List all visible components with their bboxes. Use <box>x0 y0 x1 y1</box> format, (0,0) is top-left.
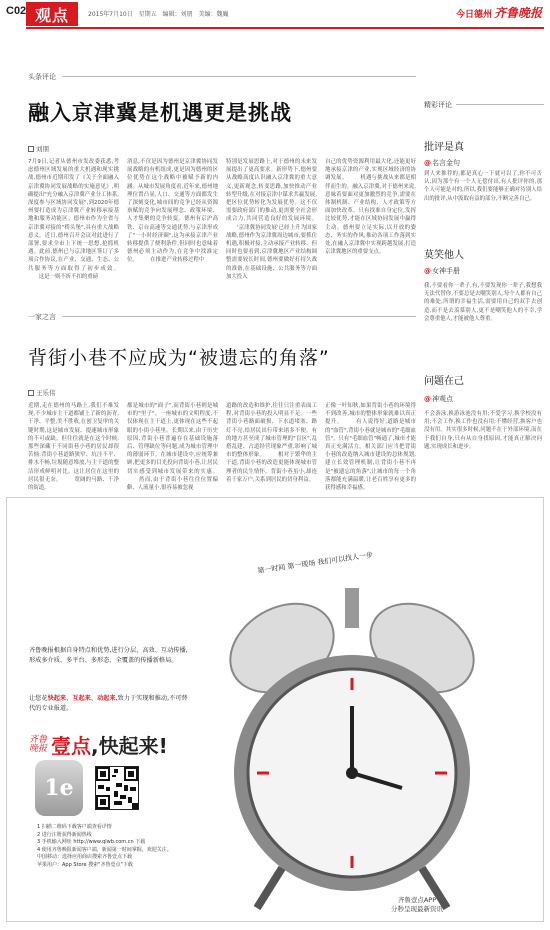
slogan-text: ,致力于实现和推动,不可替代的专业报道。 <box>29 695 188 712</box>
cta-accent: 壹点 <box>51 734 91 758</box>
sidebar-section-subtitle <box>424 266 460 276</box>
section-label-block <box>26 2 78 26</box>
masthead-rule <box>26 27 544 29</box>
at-icon: @ <box>424 395 431 403</box>
ad-brand-logo: 齐鲁晚报 <box>29 734 48 754</box>
article2-author: 王乐伟 <box>36 389 56 397</box>
ad-app-name: 齐鲁壹点APP <box>397 896 437 904</box>
article1-kicker: 头条评论 <box>28 72 62 82</box>
article2-kicker: 一家之言 <box>28 312 62 322</box>
article1-column: 7月9日,记者从德州市发改委获悉,考虑德州区域发展的重大机遇和现实挑战,德州市近期印发了《关于全面融入京津冀协同发展战略的实施意见》,明确提出"充分融入京津冀产业分工体系,深度参与区域协同发展",到2020年德州要打造成为京津冀产业转移承接基地和服务功能区。德州市作为全省与京津冀对接的"桥头堡",具有重大战略意义。近日,德州召开会议对此进行了部署,要求全市上下统一思想,抢抓机遇。此前,德州已与京津地区签订了多项合作协议,在产业、交通、生态、公共服务等方面取得了初步成效。 这是一则不折不扣的重磅 <box>28 159 119 280</box>
app-icon <box>35 760 83 816</box>
article2-headline: 背街小巷不应成为“被遗忘的角落” <box>28 347 330 369</box>
ad-app-tag <box>391 896 443 914</box>
qr-code-icon[interactable] <box>95 766 139 810</box>
byline-square-icon <box>28 146 34 152</box>
kicker-rule <box>28 316 416 317</box>
sidebar-subtitle-text: 神观点 <box>432 395 453 403</box>
article1-byline <box>28 144 49 153</box>
sidebar-section-title: 批评是真 <box>424 142 464 153</box>
sidebar-section-text: 到人来推荐的,都是真心一下就可以了,你不可否认,因为那个有一个人无偿付出,有人批评你的,那个人可能是对的,所以,我们要能够正确对待别人给出的批评,从中汲取有益的部分,不断完善自己。 <box>424 171 542 202</box>
sidebar-subtitle-text: 名言金句 <box>432 159 460 167</box>
article2-column: 正像一叶知秋,如果背街小巷的环境得不到改善,城市的整体形象就难以真正提升。 有人说得好,道路是城市的"血管",背街小巷就是城市的"毛细血管"。只有"毛细血管"畅通了,城市才能真正充满活力。相关部门应当把背街小巷的改造纳入城市建设的总体规划,建立长效管理机制,让背街小巷不再是"被遗忘的角落",让城市的每一个角落都能充满温暖,让老百姓享有更多的获得感和幸福感。 <box>325 403 416 492</box>
section-name: 观点 <box>34 5 69 25</box>
sidebar-section-title: 问题在己 <box>424 376 464 387</box>
slogan-text: 让您花 <box>29 695 48 702</box>
sidebar-section-text: 我,不要看你一辈子,有,不要发现你一辈子,我想我无法代替你,不要总是去嘲笑别人,每个人都有自己的难处,所谓的幸福生活,需要用自己的双手去创造,而不是去羡慕别人,更不是嘲笑他人的不幸,学会尊重他人,才能被他人尊重。 <box>424 283 542 322</box>
article1-column: 消息,不仅是因为德州是京津冀协同发展战略的有机组成,更是因为德州的区位优势在这个战略中被赋予新的内涵。从城市发展角度看,近年来,德州地理位置凸显,人口、交通等方面都发生了深刻变化,城市间的竞争已经从资源禀赋的竞争向发展理念、政策环境、人才集聚的竞争转变。德州有京沪高铁、京台高速等交通优势,与京津形成了"一小时经济圈",这为承接京津产业转移提供了便利条件,但同时也意味着德州必须主动作为,在竞争中找准定位。 在推进产业转移过程中 <box>127 159 218 264</box>
article1-headline: 融入京津冀是机遇更是挑战 <box>28 101 292 125</box>
masthead <box>0 0 550 28</box>
slogan-text: 、 <box>66 695 73 702</box>
sidebar-subtitle-text: 女神手册 <box>432 267 460 275</box>
download-step: 2 进行注册获得新闻热线 <box>37 831 92 838</box>
ad-intro: 齐鲁晚报根据自身特点和优势,进行分层、高效、互动传播,形成多介质、多平台、多形态、全覆盖的传播新格局。 <box>29 647 188 664</box>
kicker-rule <box>28 76 416 77</box>
issue-meta: 2015年7月10日 星期五 编辑：刘朋 美编：魏巍 <box>88 11 229 18</box>
slogan-text: 、 <box>90 695 98 702</box>
article2-column: 近期,走在德州的马路上,我们不难发现,不少城市主干道都铺上了新的沥青,干净、平整,美不胜收,在创卫复审的关键时期,这是城市发展、提速城市形象的不可或缺。但往往就是在这个时候,那些深藏于不同街巷小巷的居民却很苦恼:背街小巷道路狭窄、坑洼不平、排水不畅,垃圾随意堆放,与主干道的整洁形成鲜明对比。这让居住在这里的居民很无奈。 宽阔的马路、干净的街道, <box>28 403 119 492</box>
app-icon-label: 1e <box>44 775 74 801</box>
sidebar-section-title: 莫笑他人 <box>424 250 464 261</box>
article2-byline <box>28 388 56 397</box>
ad-cta-text <box>51 730 168 759</box>
ad-slogan <box>29 694 189 713</box>
article1-column: 自己的优势资源利用最大化,还能更好地承接京津的产业,实现区域经济的协调发展。 机遇与挑战从来都是相伴而生的。融入京津冀,对于德州来说,意味着要面对更加激烈的竞争,需要在体制机制、产业结构、人才政策等方面加快改革。只有找准自身定位,发挥比较优势,才能在区域协同发展中赢得主动。德州要立足实际,以开放的姿态、务实的作风,推动各项工作落到实处,在融入京津冀中实现跨越发展,打造京津冀地区的重要支点。 <box>325 159 416 256</box>
article1-column: 特别是发展思路上,对于德州的未来发展提出了更高要求。新形势下,德州要从战略高度认识融入京津冀的重大意义,更新观念,转变思路,加快推动产业转型升级,在对接京津中谋求共赢发展,把区位优势转化为发展优势。这不仅需要政府部门的推动,更需要全社会形成合力,共同营造良好的发展环境。 '京津冀协同发展'已经上升为国家战略,德州作为京津冀周边城市,要抓住机遇,积极对接,主动承接产业转移。但同时也要看到,京津冀地区产业结构调整需要较长时间,德州要做好打持久战的准备,在基础设施、公共服务等方面加大投入 <box>226 159 317 280</box>
slogan-accent: 快起来 <box>47 695 67 702</box>
article1-body <box>28 158 416 300</box>
download-step: 4 使用齐鲁晚报新闻客户端，新闻第一时间掌握，欢迎关注。 <box>37 846 172 853</box>
slogan-accent: 动起来 <box>97 695 116 702</box>
alarm-clock-illustration <box>187 538 527 918</box>
download-step: 中国移动：选择应用商店搜索齐鲁壹点下载 <box>37 854 133 861</box>
download-steps <box>37 824 237 870</box>
brand-label: 今日德州 <box>455 10 492 20</box>
page-number: C02 <box>6 5 27 17</box>
article2-column: 都是城市的"面子",而背街小巷则是城市的"里子"。一座城市的文明程度,不仅体现在主干道上,更体现在这些不起眼的小街小巷里。长期以来,由于历史原因,背街小巷普遍存在基础设施落后、管理缺位等问题,成为城市管理中的薄弱环节。在城市建设中,应统筹兼顾,把更多的目光投向背街小巷,让居民切实感受到城市发展带来的实惠。 然而,由于背街小巷往往位置偏僻、人流量小,很容易被忽视 <box>127 403 218 492</box>
download-step: 苹果用户：App Store 搜索"齐鲁壹点"下载 <box>37 861 133 868</box>
download-step: 3 手机输入网址 http://www.qlwb.com.cn 下载 <box>37 839 146 846</box>
at-icon: @ <box>424 267 431 275</box>
byline-square-icon <box>28 390 34 396</box>
download-step: 1 扫描二维码下载客户端查看详情 <box>37 824 112 830</box>
sidebar-kicker: 精彩评论 <box>424 100 456 110</box>
brand-logo: 齐鲁晚报 <box>493 6 542 20</box>
sidebar-section-text: 不会游泳,换游泳池没有用;不爱学习,换学校没有用;不会工作,换工作也没有用;不懂经营,换客户也没有用。其实很多时候,问题不在于外部环境,而在于我们自身,只有从自身找原因,才能真正解决问题,实现成长和进步。 <box>424 411 542 450</box>
article1-author: 刘朋 <box>36 145 49 153</box>
sidebar-section-subtitle <box>424 158 460 168</box>
slogan-accent: 互起来 <box>72 695 91 702</box>
article2-body <box>28 402 416 492</box>
article2-column: 道路的改造和维护,往往只注重表面工程,对背街小巷的投入明显不足。一些背街小巷路面破损、下水道堵塞、路灯不亮,给居民出行带来诸多不便。有的地方甚至成了城市管理的"盲区",乱搭乱建、占道经营现象严重,影响了城市的整体形象。 相对于繁华的主干道,背街小巷的改造更能体现城市管理者的民生情怀。背街小巷虽小,却连着千家万户,关系到居民的切身利益。 <box>226 403 317 483</box>
ad-banner-text: 第一时间 第一现场 我们可以找人一步 <box>257 550 374 576</box>
sidebar-section-subtitle <box>424 394 453 404</box>
app-advertisement <box>6 497 544 922</box>
at-icon: @ <box>424 159 431 167</box>
ad-call-to-action <box>29 730 168 759</box>
ad-app-tagline: 分秒呈现最新资讯 <box>391 905 443 913</box>
cta-rest: ,快起来! <box>91 734 168 758</box>
